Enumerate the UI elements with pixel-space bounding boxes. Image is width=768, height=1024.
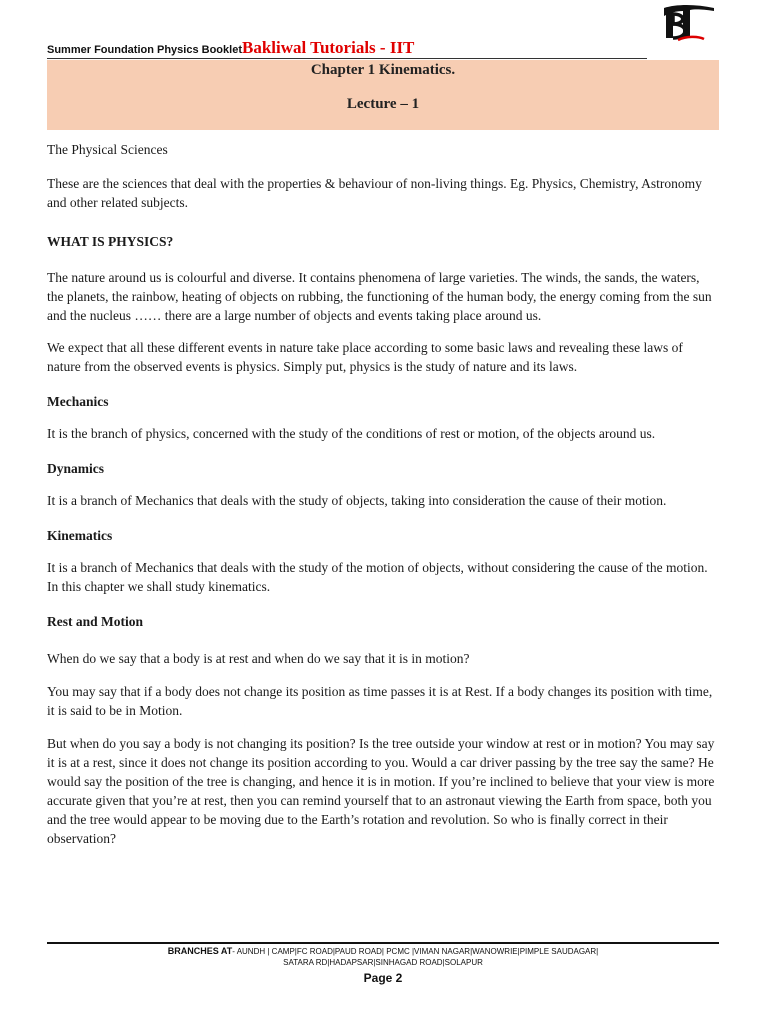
- bt-logo-mark: [656, 2, 720, 42]
- page-header: [47, 38, 647, 60]
- lecture-title: Lecture – 1: [346, 96, 420, 112]
- branches-line-1: [47, 946, 719, 957]
- header-divider: [47, 58, 647, 59]
- paragraph: But when do you say a body is not changing its position? Is the tree outside your window at rest or in motion? You may say it is at a rest, since it does not change its position according to you. Would a car driver passing by the tree say the same? He would say the position of the tree is changing, and hence it is in motion. If you’re inclined to believe that your view is more accurate given that you’re at rest, then you can remind yourself that to an astronaut viewing the Earth from space, both you and the tree would appear to be moving due to the Earth’s rotation and revolution. So who is finally correct in their observation?: [47, 736, 715, 846]
- document-body: [47, 130, 719, 848]
- bt-logo: [656, 2, 720, 42]
- paragraph: When do we say that a body is at rest and when do we say that it is in motion?: [47, 651, 470, 666]
- branches-list-1: - AUNDH | CAMP|FC ROAD|PAUD ROAD| PCMC |VIMAN NAGAR|WANOWRIE|PIMPLE SAUDAGAR|: [232, 947, 599, 956]
- booklet-title: Summer Foundation Physics Booklet: [47, 44, 242, 56]
- paragraph: It is a branch of Mechanics that deals with the study of the motion of objects, without considering the cause of the motion. In this chapter we shall study kinematics.: [47, 560, 708, 594]
- page-number: Page 2: [363, 971, 403, 985]
- paragraph: The Physical Sciences: [47, 142, 168, 157]
- section-heading: Dynamics: [47, 461, 104, 476]
- footer-divider: [47, 942, 719, 944]
- branches-label: BRANCHES AT: [167, 946, 233, 956]
- brand-name: Bakliwal Tutorials - IIT: [241, 38, 415, 57]
- paragraph: You may say that if a body does not change its position as time passes it is at Rest. If a body changes its position with time, it is said to be in Motion.: [47, 684, 713, 718]
- section-heading: WHAT IS PHYSICS?: [47, 234, 174, 249]
- paragraph: It is the branch of physics, concerned with the study of the conditions of rest or motion, of the objects around us.: [47, 426, 656, 441]
- paragraph: We expect that all these different events in nature take place according to some basic laws and revealing these laws of nature from the observed events is physics. Simply put, physics is the study of nature and its laws.: [47, 340, 683, 374]
- section-heading: Rest and Motion: [47, 614, 144, 629]
- branches-list-2: SATARA RD|HADAPSAR|SINHAGAD ROAD|SOLAPUR: [283, 958, 483, 967]
- section-heading: Kinematics: [47, 528, 113, 543]
- chapter-banner: [47, 60, 719, 130]
- page-footer: [47, 946, 719, 985]
- paragraph: The nature around us is colourful and diverse. It contains phenomena of large varieties. The winds, the sands, the waters, the planets, the rainbow, heating of objects on rubbing, the functioning of the human body, the energy coming from the sun and the nucleus …… there are a large number of objects and events taking place around us.: [47, 270, 712, 323]
- chapter-title: Chapter 1 Kinematics.: [310, 62, 456, 78]
- paragraph: It is a branch of Mechanics that deals with the study of objects, taking into consideration the cause of their motion.: [47, 493, 667, 508]
- paragraph: These are the sciences that deal with the properties & behaviour of non-living things. Eg. Physics, Chemistry, Astronomy and other related subjects.: [47, 176, 702, 210]
- section-heading: Mechanics: [47, 394, 109, 409]
